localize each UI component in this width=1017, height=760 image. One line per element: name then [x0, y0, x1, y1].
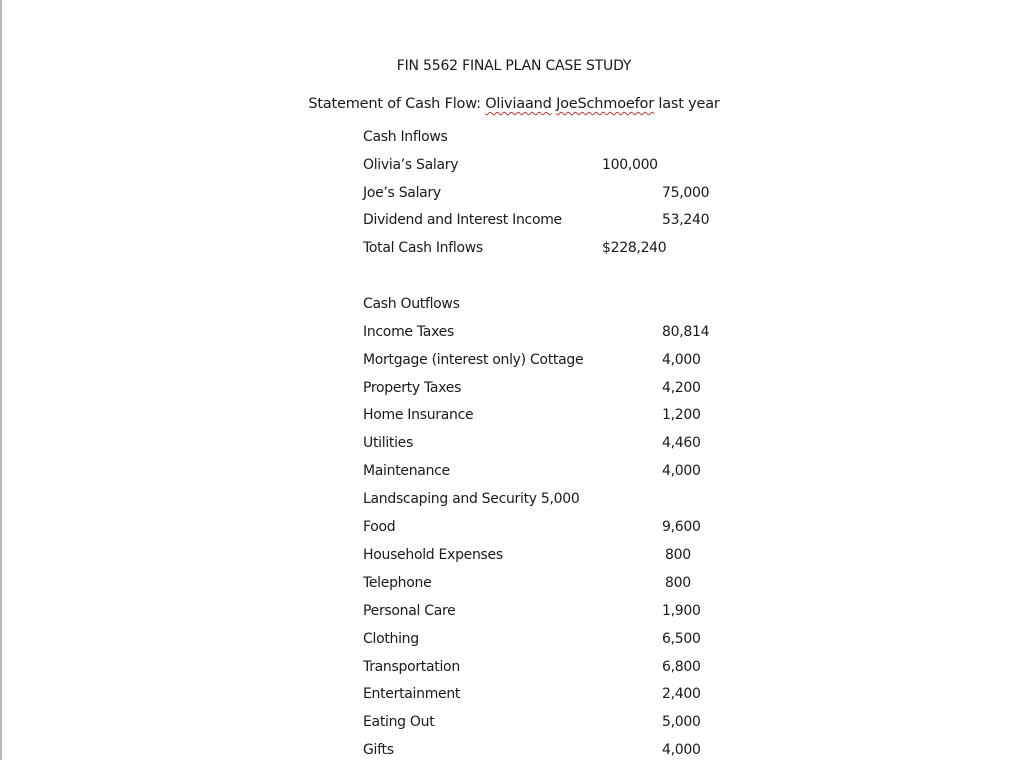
table-row — [2, 519, 1017, 541]
spellcheck-word-oliviaand: Oliviaand — [485, 96, 552, 112]
spellcheck-word-joeschmoefor: JoeSchmoefor — [556, 96, 654, 112]
table-row — [2, 212, 1017, 234]
inflows-heading: Cash Inflows — [363, 129, 448, 145]
inflows-heading-row — [2, 129, 1017, 151]
row-label: Maintenance — [363, 463, 450, 479]
row-amount: 1,900 — [662, 603, 701, 619]
row-amount: 75,000 — [662, 185, 710, 201]
table-row — [2, 714, 1017, 736]
table-row — [2, 603, 1017, 625]
table-row — [2, 407, 1017, 429]
row-amount: 800 — [665, 575, 691, 591]
table-row — [2, 575, 1017, 597]
row-label: Mortgage (interest only) Cottage — [363, 352, 584, 368]
total-row — [2, 240, 1017, 262]
row-amount: $228,240 — [602, 240, 667, 256]
row-label: Property Taxes — [363, 380, 462, 396]
row-label: Transportation — [363, 659, 460, 675]
row-label: Entertainment — [363, 686, 461, 702]
outflows-heading: Cash Outflows — [363, 296, 460, 312]
row-amount: 100,000 — [602, 157, 658, 173]
table-row — [2, 352, 1017, 374]
table-row — [2, 463, 1017, 485]
table-row — [2, 491, 1017, 513]
table-row — [2, 547, 1017, 569]
row-label: Eating Out — [363, 714, 435, 730]
row-label: Joe’s Salary — [363, 185, 441, 201]
row-label: Landscaping and Security 5,000 — [363, 491, 580, 507]
row-label: Gifts — [363, 742, 394, 758]
row-amount: 9,600 — [662, 519, 701, 535]
outflows-heading-row — [2, 296, 1017, 318]
row-label: Household Expenses — [363, 547, 503, 563]
row-label: Income Taxes — [363, 324, 454, 340]
row-label: Olivia’s Salary — [363, 157, 459, 173]
row-label: Food — [363, 519, 396, 535]
row-amount: 4,000 — [662, 463, 701, 479]
table-row — [2, 742, 1017, 760]
row-amount: 4,000 — [662, 352, 701, 368]
row-amount: 6,800 — [662, 659, 701, 675]
row-label: Clothing — [363, 631, 419, 647]
row-amount: 4,200 — [662, 380, 701, 396]
document-subtitle — [2, 96, 1017, 112]
subtitle-suffix: last year — [653, 96, 720, 112]
row-label: Home Insurance — [363, 407, 474, 423]
row-amount: 5,000 — [662, 714, 701, 730]
document-title: FIN 5562 FINAL PLAN CASE STUDY — [396, 58, 632, 74]
row-amount: 2,400 — [662, 686, 701, 702]
row-amount: 4,460 — [662, 435, 701, 451]
row-amount: 80,814 — [662, 324, 710, 340]
document-page — [2, 0, 1017, 760]
table-row — [2, 324, 1017, 346]
row-label: Dividend and Interest Income — [363, 212, 562, 228]
table-row — [2, 157, 1017, 179]
table-row — [2, 659, 1017, 681]
row-label: Telephone — [363, 575, 432, 591]
subtitle-prefix: Statement of Cash Flow: — [308, 96, 486, 112]
row-amount: 6,500 — [662, 631, 701, 647]
row-amount: 1,200 — [662, 407, 701, 423]
row-label: Personal Care — [363, 603, 456, 619]
row-label: Utilities — [363, 435, 413, 451]
row-amount: 800 — [665, 547, 691, 563]
table-row — [2, 435, 1017, 457]
table-row — [2, 380, 1017, 402]
table-row — [2, 185, 1017, 207]
table-row — [2, 631, 1017, 653]
row-amount: 4,000 — [662, 742, 701, 758]
table-row — [2, 686, 1017, 708]
row-label: Total Cash Inflows — [363, 240, 483, 256]
row-amount: 53,240 — [662, 212, 710, 228]
